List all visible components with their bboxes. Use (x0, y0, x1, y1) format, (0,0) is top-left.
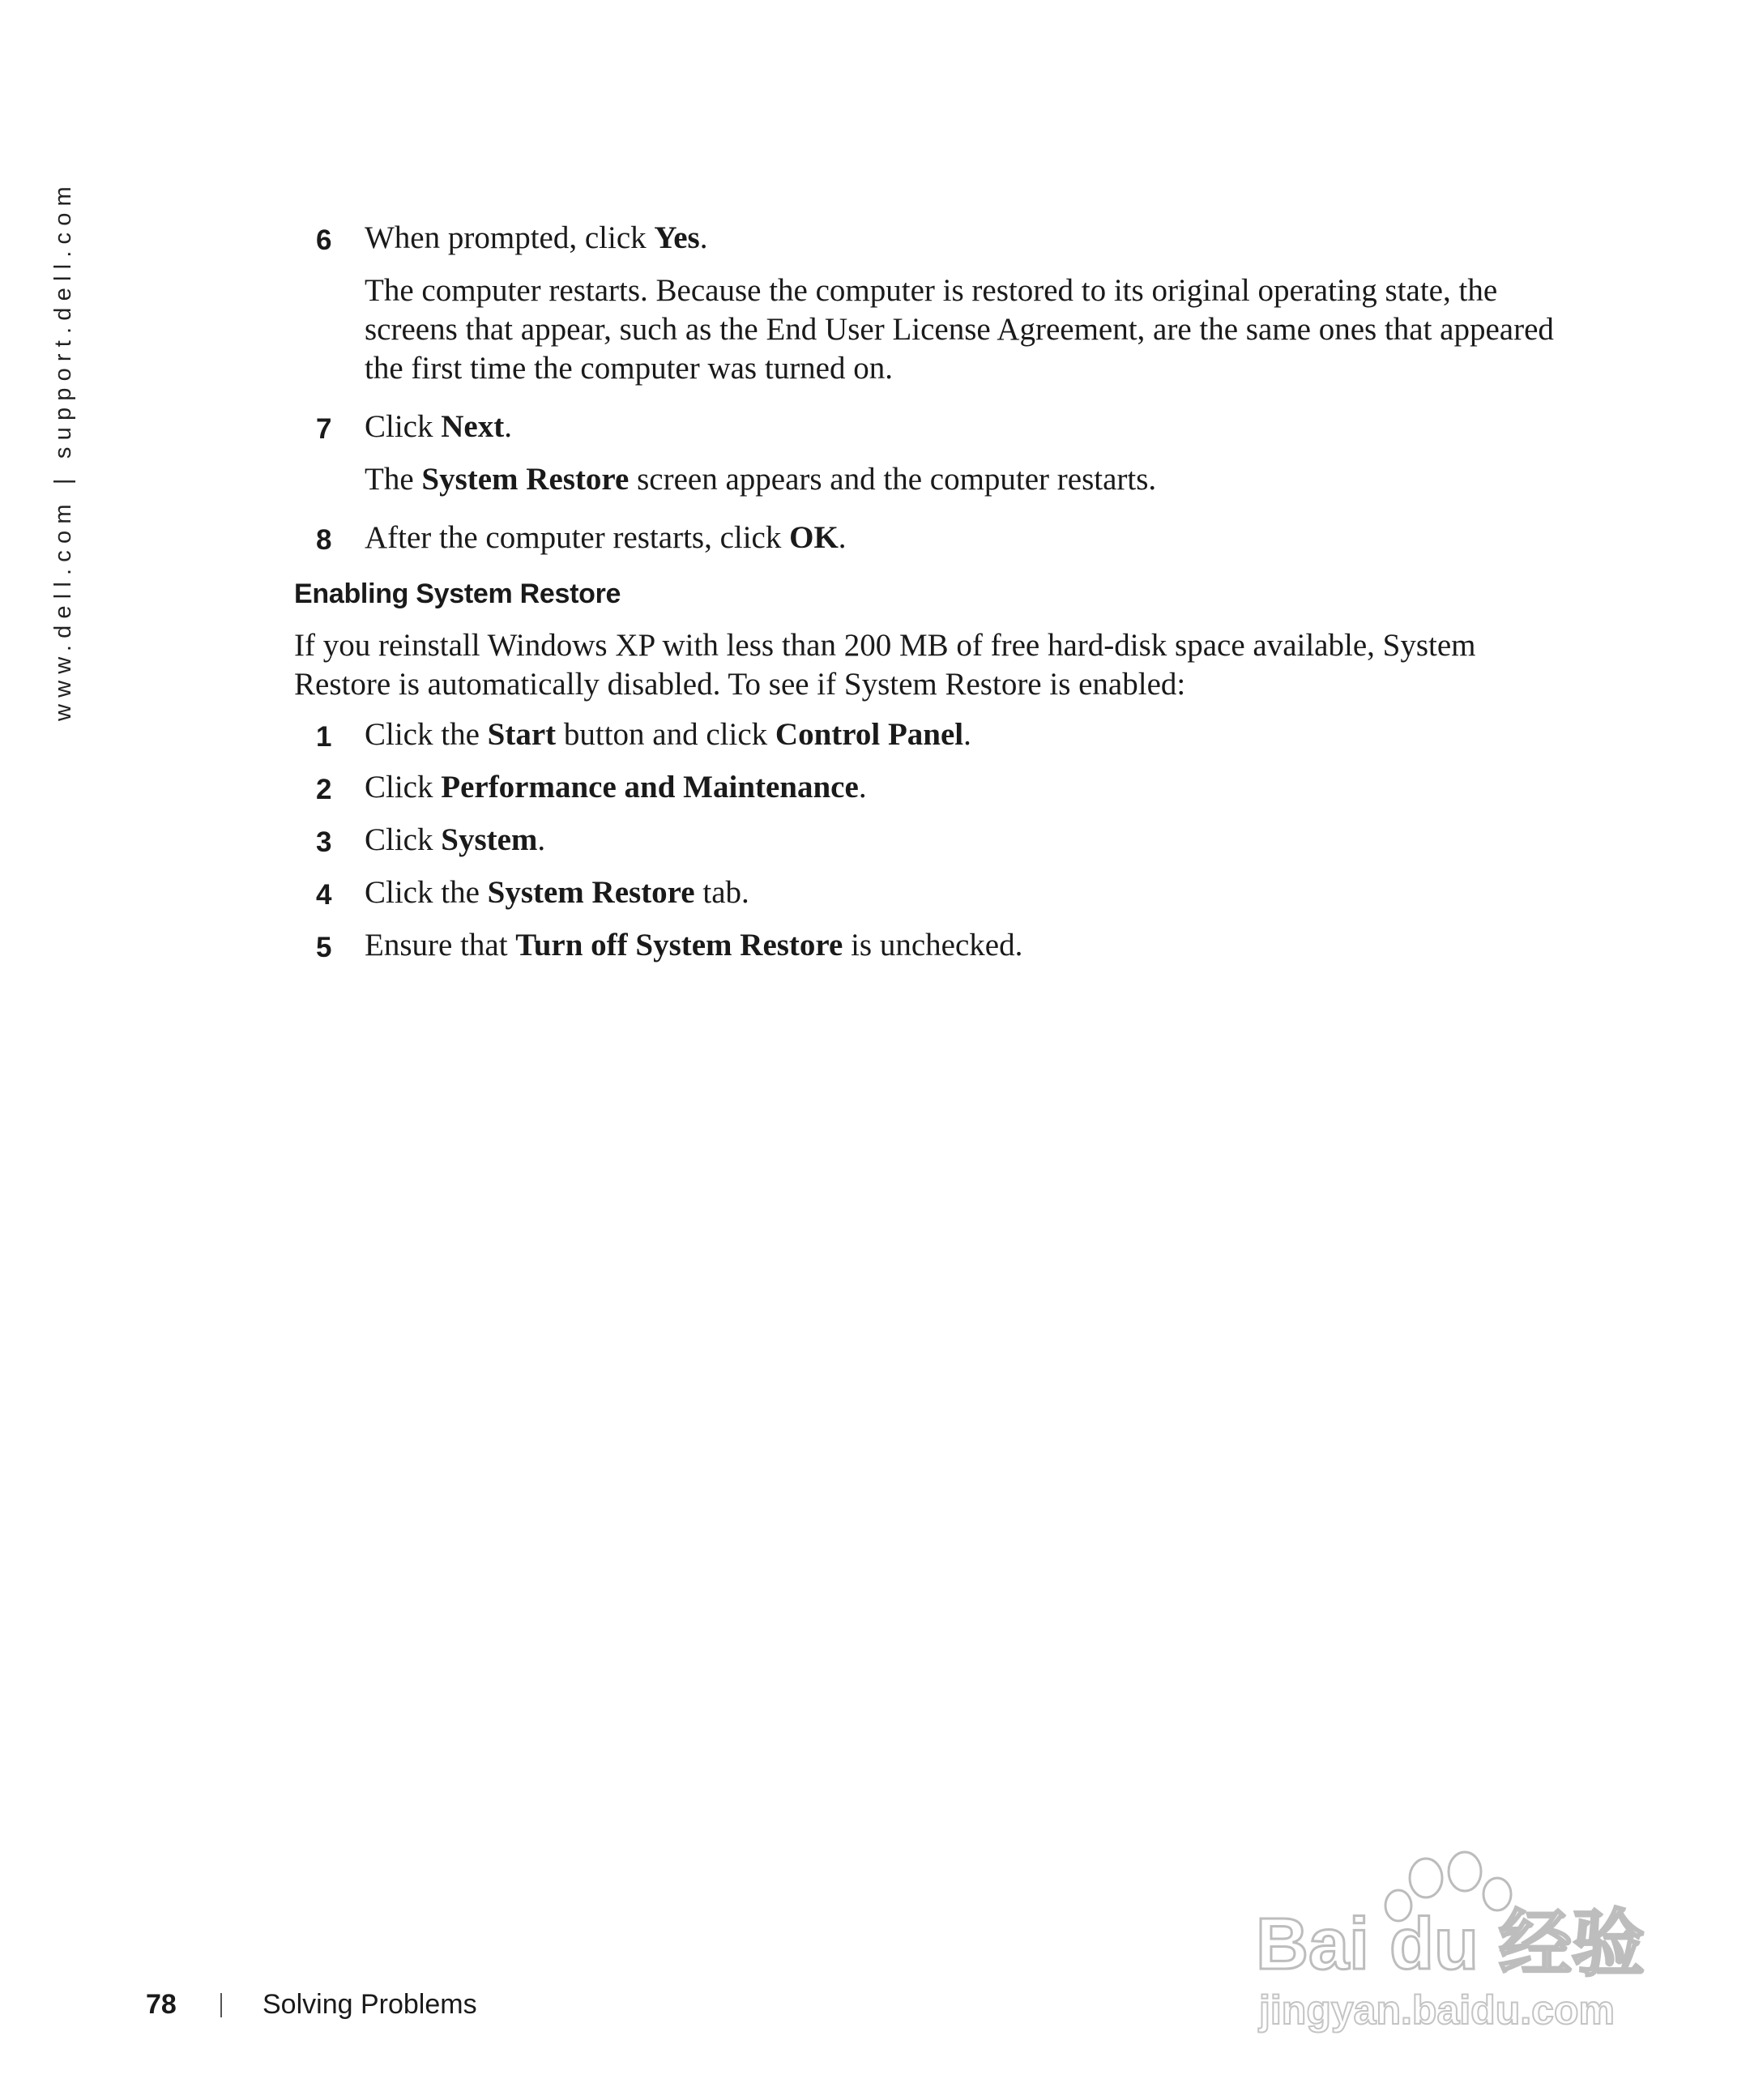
step-text: Ensure that Turn off System Restore is unchecked. (365, 928, 1023, 962)
bold-term: Yes (654, 220, 700, 255)
step-item (294, 821, 1558, 860)
steps-list-a (294, 219, 1558, 557)
step-item (294, 219, 1558, 258)
bold-term: Control Panel (775, 717, 964, 752)
step-item (294, 873, 1558, 912)
step-item (294, 408, 1558, 446)
page-footer (146, 1989, 477, 2021)
watermark-brand: Bai du 经验 (1256, 1904, 1645, 1985)
steps-list-b (294, 715, 1558, 965)
step-item (294, 715, 1558, 754)
footer-section: Solving Problems (262, 1989, 477, 2020)
bold-term: OK (789, 520, 839, 555)
step-detail: The computer restarts. Because the computer is restored to its original operating state, the screens that appear, such as the End User License Agreement, are the same ones that appeared the first time the computer was turned on. (365, 273, 1554, 386)
section-heading: Enabling System Restore (294, 578, 621, 609)
step-detail: The System Restore screen appears and the computer restarts. (365, 462, 1157, 497)
step-text: Click the Start button and click Control Panel. (365, 717, 971, 752)
bold-term: Performance and Maintenance (441, 770, 859, 805)
bold-term: System Restore (421, 462, 630, 497)
step-text: Click System. (365, 822, 546, 857)
step-number: 7 (316, 413, 332, 445)
step-number: 2 (316, 774, 332, 805)
page-number: 78 (146, 1989, 177, 2020)
intro-paragraph: If you reinstall Windows XP with less than 200 MB of free hard-disk space available, System Restore is automatically disabled. To see if System Restore is enabled: (294, 628, 1476, 702)
step-number: 1 (316, 721, 332, 753)
step-text: Click Next. (365, 409, 512, 444)
bold-term: Turn off System Restore (515, 928, 843, 962)
bold-term: System (441, 822, 538, 857)
bold-term: Next (441, 409, 505, 444)
page-content (294, 219, 1558, 965)
step-item (294, 926, 1558, 965)
step-text: After the computer restarts, click OK. (365, 520, 847, 555)
step-number: 4 (316, 879, 332, 911)
step-item (294, 519, 1558, 557)
step-text: When prompted, click Yes. (365, 220, 708, 255)
step-number: 3 (316, 826, 332, 858)
step-number: 5 (316, 932, 332, 963)
bold-term: System Restore (487, 875, 695, 910)
step-text: Click Performance and Maintenance. (365, 770, 867, 805)
baidu-watermark-logo (1240, 1847, 1661, 2042)
footer-divider (220, 1993, 222, 2017)
step-item (294, 768, 1558, 807)
watermark-url: jingyan.baidu.com (1259, 1987, 1615, 2033)
step-number: 6 (316, 224, 332, 256)
bold-term: Start (487, 717, 557, 752)
step-text: Click the System Restore tab. (365, 875, 749, 910)
step-number: 8 (316, 524, 332, 556)
side-url-text: www.dell.com | support.dell.com (50, 180, 76, 721)
